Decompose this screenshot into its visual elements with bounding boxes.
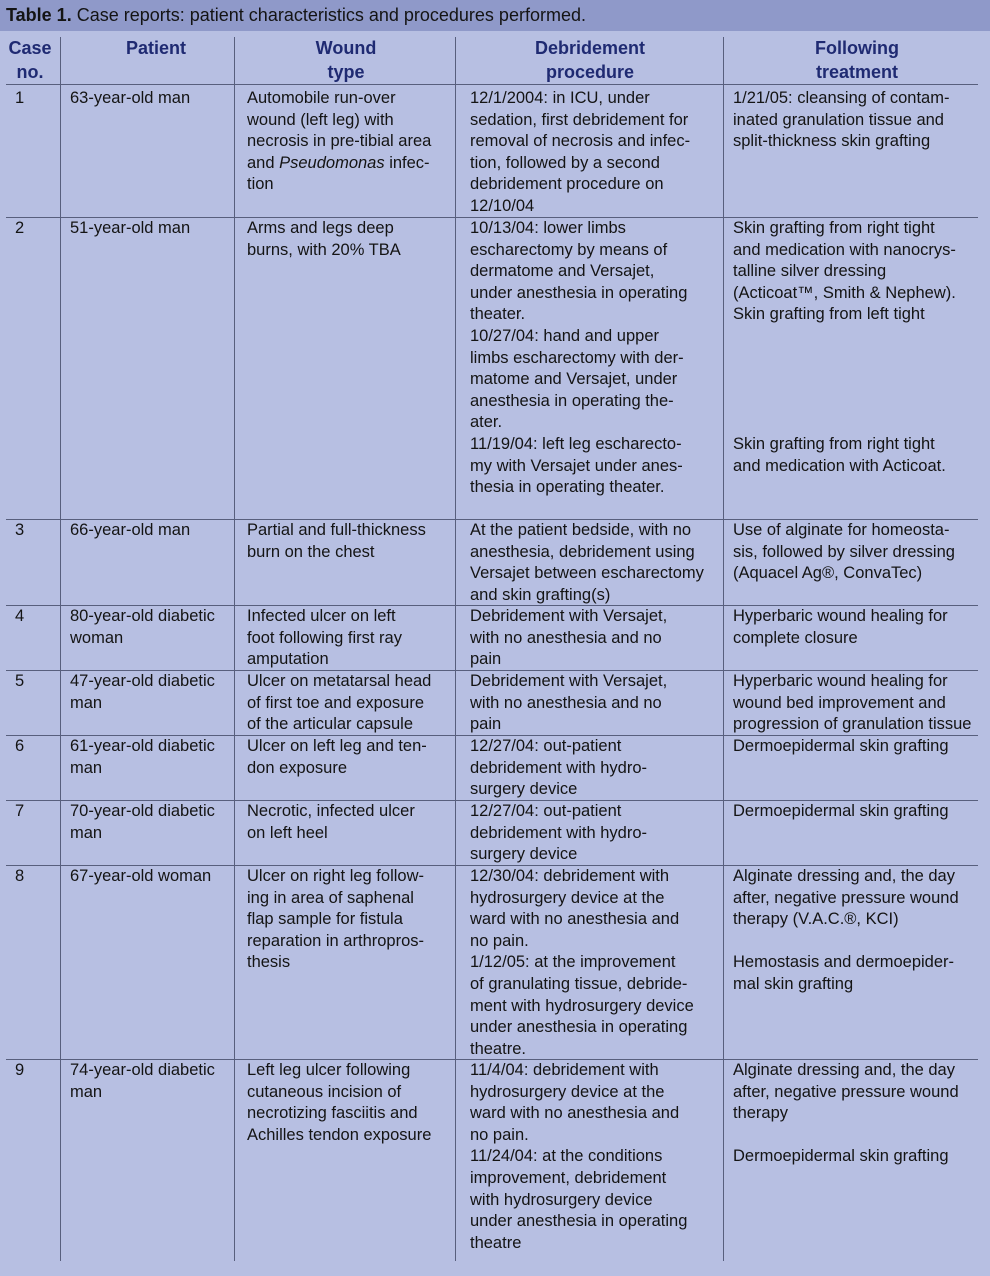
cell-debridement (470, 1060, 687, 1254)
header-patient: Patient (125, 38, 186, 58)
table-caption: Case reports: patient characteristics and procedures performed. (76, 5, 586, 25)
cell-line: Hemostasis and dermoepider- (733, 953, 955, 972)
cell-line: Ulcer on left leg and ten- (247, 737, 427, 755)
cell-line: 12/27/04: out-patient (470, 802, 622, 820)
table-label: Table 1. (6, 5, 72, 25)
cell-line: anesthesia in operating the- (470, 391, 674, 410)
cell-line (733, 348, 956, 370)
cell-line: progression of granulation tissue (733, 715, 972, 734)
header-wound-type: Wound type (315, 38, 377, 82)
cell-line: of granulating tissue, debride- (470, 974, 688, 993)
cell-line (733, 369, 956, 391)
cell-line: At the patient bedside, with no (470, 521, 692, 539)
header-divider (6, 84, 978, 85)
cell-wound (247, 801, 415, 844)
cell-line: with no anesthesia and no (470, 693, 662, 712)
cell-patient (70, 736, 215, 779)
cell-line: tion (247, 175, 274, 194)
cell-following (733, 801, 949, 823)
cell-line: burn on the chest (247, 542, 375, 561)
cell-following (733, 736, 949, 758)
cell-line: man (70, 1082, 103, 1101)
cell-case-no: 4 (15, 607, 25, 625)
cell-line: talline silver dressing (733, 262, 887, 281)
cell-line: Debridement with Versajet, (470, 607, 668, 625)
cell-line: Dermoepidermal skin grafting (733, 1147, 949, 1166)
cell-line: 11/19/04: left leg escharecto- (470, 434, 682, 453)
cell-line: under anesthesia in operating (470, 1212, 688, 1231)
cell-line: hydrosurgery device at the (470, 1082, 665, 1101)
cell-line: thesia in operating theater. (470, 478, 665, 497)
cell-line: complete closure (733, 628, 858, 647)
cell-line: Versajet between escharectomy (470, 564, 704, 583)
cell-line: Necrotic, infected ulcer (247, 802, 415, 820)
cell-line: foot following first ray (247, 628, 402, 647)
cell-wound (247, 520, 426, 563)
cell-case-no: 7 (15, 802, 25, 820)
cell-wound (247, 218, 401, 261)
cell-line: cutaneous incision of (247, 1082, 402, 1101)
cell-line: surgery device (470, 845, 578, 864)
column-divider (234, 37, 235, 1261)
cell-debridement (470, 88, 690, 218)
cell-case-no: 9 (15, 1061, 25, 1079)
cell-debridement (470, 801, 647, 866)
cell-line: under anesthesia in operating (470, 283, 688, 302)
cell-wound (247, 866, 424, 974)
cell-line: 63-year-old man (70, 89, 191, 107)
cell-line (733, 326, 956, 348)
cell-line: 67-year-old woman (70, 867, 212, 885)
cell-line: pain (470, 715, 502, 734)
cell-case-no: 3 (15, 521, 25, 539)
cell-line: theatre. (470, 1039, 526, 1058)
cell-line: reparation in arthropros- (247, 931, 425, 950)
cell-line: hydrosurgery device at the (470, 888, 665, 907)
cell-line: 66-year-old man (70, 521, 191, 539)
cell-debridement (470, 606, 667, 671)
cell-line: debridement with hydro- (470, 823, 648, 842)
cell-line: Skin grafting from right tight (733, 434, 935, 453)
cell-wound (247, 1060, 431, 1146)
cell-line: debridement procedure on (470, 175, 664, 194)
cell-line: tion, followed by a second (470, 153, 660, 172)
cell-line: woman (70, 628, 124, 647)
cell-line: ing in area of saphenal (247, 888, 414, 907)
cell-line: with no anesthesia and no (470, 628, 662, 647)
cell-patient (70, 866, 211, 888)
cell-line: Infected ulcer on left (247, 607, 396, 625)
cell-debridement (470, 520, 704, 606)
cell-following (733, 671, 971, 736)
cell-line: 70-year-old diabetic (70, 802, 215, 820)
header-following-treatment: Following treatment (815, 38, 899, 82)
cell-following (733, 218, 956, 477)
cell-line: Partial and full-thickness (247, 521, 426, 539)
cell-line: debridement with hydro- (470, 758, 648, 777)
cell-line: Dermoepidermal skin grafting (733, 802, 949, 820)
cell-following (733, 866, 959, 996)
cell-line: Alginate dressing and, the day (733, 1061, 955, 1079)
cell-line: wound bed improvement and (733, 693, 946, 712)
cell-line: Ulcer on metatarsal head (247, 672, 432, 690)
cell-line: (Acticoat™, Smith & Nephew). (733, 283, 956, 302)
cell-line: surgery device (470, 780, 578, 799)
cell-line: don exposure (247, 758, 347, 777)
cell-line: limbs escharectomy with der- (470, 348, 684, 367)
cell-line: under anesthesia in operating (470, 1018, 688, 1037)
cell-line: 1/21/05: cleansing of contam- (733, 89, 950, 107)
cell-line: ward with no anesthesia and (470, 910, 680, 929)
cell-line: Achilles tendon exposure (247, 1125, 432, 1144)
cell-line (733, 931, 959, 953)
cell-line: 12/10/04 (470, 196, 535, 215)
cell-line: split-thickness skin grafting (733, 132, 931, 151)
cell-line: 10/27/04: hand and upper (470, 326, 660, 345)
cell-line: 51-year-old man (70, 219, 191, 237)
cell-line: (Aquacel Ag®, ConvaTec) (733, 564, 923, 583)
cell-line: inated granulation tissue and (733, 110, 944, 129)
cell-line: man (70, 758, 103, 777)
cell-line: 12/30/04: debridement with (470, 867, 670, 885)
cell-line: man (70, 823, 103, 842)
cell-line: with hydrosurgery device (470, 1190, 653, 1209)
cell-line: of the articular capsule (247, 715, 414, 734)
cell-patient (70, 606, 215, 649)
table-caption-bar (0, 0, 990, 31)
cell-wound (247, 671, 431, 736)
cell-line: burns, with 20% TBA (247, 240, 401, 259)
cell-line: ward with no anesthesia and (470, 1104, 680, 1123)
header-debridement-procedure: Debridement procedure (534, 38, 646, 82)
cell-wound (247, 606, 402, 671)
cell-line: theatre (470, 1233, 522, 1252)
cell-patient (70, 1060, 215, 1103)
cell-line: ment with hydrosurgery device (470, 996, 694, 1015)
cell-line: 80-year-old diabetic (70, 607, 215, 625)
cell-wound (247, 88, 431, 196)
cell-line (733, 1125, 959, 1147)
cell-line: and Pseudomonas infec- (247, 153, 430, 172)
cell-debridement (470, 218, 687, 499)
cell-line: no pain. (470, 931, 529, 950)
cell-wound (247, 736, 427, 779)
cell-line: and medication with nanocrys- (733, 240, 956, 259)
cell-line: and skin grafting(s) (470, 585, 611, 604)
cell-patient (70, 88, 190, 110)
cell-line: ater. (470, 413, 503, 432)
cell-following (733, 1060, 959, 1168)
cell-patient (70, 801, 215, 844)
cell-line: Alginate dressing and, the day (733, 867, 955, 885)
cell-line: my with Versajet under anes- (470, 456, 683, 475)
cell-case-no: 1 (15, 89, 25, 107)
cell-line: 11/4/04: debridement with (470, 1061, 659, 1079)
cell-case-no: 5 (15, 672, 25, 690)
cell-line: wound (left leg) with (247, 110, 394, 129)
cell-line: Ulcer on right leg follow- (247, 867, 424, 885)
cell-line: Skin grafting from right tight (733, 219, 935, 237)
cell-line: necrosis in pre-tibial area (247, 132, 432, 151)
cell-line: matome and Versajet, under (470, 370, 678, 389)
cell-patient (70, 218, 190, 240)
cell-line: man (70, 693, 103, 712)
column-divider (60, 37, 61, 1261)
cell-line: 12/1/2004: in ICU, under (470, 89, 650, 107)
cell-line: flap sample for fistula (247, 910, 403, 929)
cell-line: and medication with Acticoat. (733, 456, 946, 475)
cell-line: 1/12/05: at the improvement (470, 953, 676, 972)
cell-line: 10/13/04: lower limbs (470, 219, 626, 237)
cell-line: Skin grafting from left tight (733, 305, 925, 324)
cell-following (733, 606, 948, 649)
cell-debridement (470, 671, 667, 736)
cell-line: after, negative pressure wound (733, 1082, 959, 1101)
cell-following (733, 520, 955, 585)
cell-line: sis, followed by silver dressing (733, 542, 955, 561)
cell-line: Automobile run-over (247, 89, 396, 107)
cell-line: Hyperbaric wound healing for (733, 607, 948, 625)
cell-line: 12/27/04: out-patient (470, 737, 622, 755)
cell-line: Arms and legs deep (247, 219, 394, 237)
cell-line: anesthesia, debridement using (470, 542, 695, 561)
cell-line: Hyperbaric wound healing for (733, 672, 948, 690)
cell-case-no: 6 (15, 737, 25, 755)
cell-line: necrotizing fasciitis and (247, 1104, 418, 1123)
cell-line: after, negative pressure wound (733, 888, 959, 907)
cell-line: Left leg ulcer following (247, 1061, 411, 1079)
cell-case-no: 2 (15, 219, 25, 237)
cell-line: theater. (470, 305, 526, 324)
cell-line: Use of alginate for homeosta- (733, 521, 950, 539)
cell-line: of first toe and exposure (247, 693, 425, 712)
cell-line: amputation (247, 650, 329, 669)
cell-line: on left heel (247, 823, 328, 842)
cell-line: 11/24/04: at the conditions (470, 1147, 663, 1166)
cell-line: mal skin grafting (733, 974, 854, 993)
cell-line (733, 412, 956, 434)
cell-patient (70, 671, 215, 714)
cell-patient (70, 520, 190, 542)
cell-debridement (470, 736, 647, 801)
cell-line: removal of necrosis and infec- (470, 132, 691, 151)
column-divider (723, 37, 724, 1261)
cell-line: therapy (733, 1104, 789, 1123)
cell-line: improvement, debridement (470, 1168, 667, 1187)
column-divider (455, 37, 456, 1261)
cell-line: escharectomy by means of (470, 240, 668, 259)
organism-name: Pseudomonas (279, 153, 385, 172)
cell-line: Dermoepidermal skin grafting (733, 737, 949, 755)
cell-case-no: 8 (15, 867, 25, 885)
cell-debridement (470, 866, 694, 1060)
header-case-no: Case no. (8, 38, 52, 82)
cell-line: pain (470, 650, 502, 669)
cell-following (733, 88, 949, 153)
cell-line: dermatome and Versajet, (470, 262, 655, 281)
cell-line: therapy (V.A.C.®, KCI) (733, 910, 899, 929)
cell-line (733, 391, 956, 413)
cell-line: sedation, first debridement for (470, 110, 689, 129)
cell-line: thesis (247, 953, 291, 972)
cell-line: 74-year-old diabetic (70, 1061, 215, 1079)
cell-line: 61-year-old diabetic (70, 737, 215, 755)
cell-line: 47-year-old diabetic (70, 672, 215, 690)
cell-line: no pain. (470, 1125, 529, 1144)
cell-line: Debridement with Versajet, (470, 672, 668, 690)
